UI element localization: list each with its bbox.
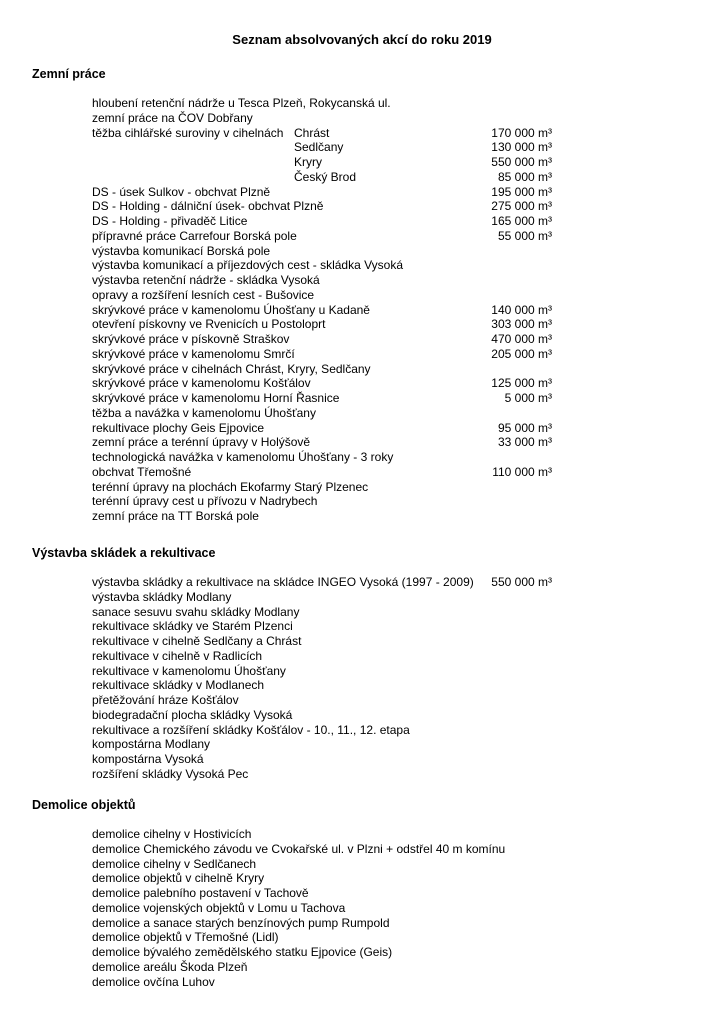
list-item [32,258,692,273]
list-item [32,619,692,634]
item-text: rekultivace plochy Geis Ejpovice [92,420,265,435]
list-item [32,273,692,288]
item-text: skrývkové práce v kamenolomu Košťálov [92,376,311,391]
item-text: těžba a navážka v kamenolomu Úhošťany [92,405,316,420]
item-text: výstavba skládky Modlany [92,589,232,604]
item-text: demolice objektů v cihelně Kryry [92,871,265,886]
item-text: skrývkové práce v cihelnách Chrást, Kryry, Sedlčany [92,361,371,376]
item-text: DS - úsek Sulkov - obchvat Plzně [92,184,271,199]
item-text: demolice vojenských objektů v Lomu u Tachova [92,900,346,915]
item-volume: 303 000 m³ [491,317,552,332]
list-item [32,111,692,126]
item-volume: 55 000 m³ [497,228,552,243]
list-item [32,376,692,391]
item-text: hloubení retenční nádrže u Tesca Plzeň, Rokycanská ul. [92,96,391,110]
list-item [32,737,692,752]
section-heading: Zemní práce [32,67,106,81]
list-item [32,465,692,480]
section-heading: Demolice objektů [32,798,136,812]
item-text: skrývkové práce v kamenolomu Horní Řasnice [92,391,340,405]
list-item [32,723,692,738]
item-volume: 165 000 m³ [491,214,552,228]
list-item [32,945,692,960]
list-item [32,332,692,347]
item-sublocation: Český Brod [294,169,357,184]
item-volume: 275 000 m³ [491,199,552,214]
item-text: demolice bývalého zemědělského statku Ejpovice (Geis) [92,945,393,959]
list-item [32,634,692,649]
item-text: skrývkové práce v kamenolomu Smrčí [92,346,295,361]
list-item [32,435,692,450]
item-text: výstavba skládky a rekultivace na skládce INGEO Vysoká (1997 - 2009) [92,575,474,589]
list-item [32,871,692,886]
item-volume: 130 000 m³ [491,140,552,155]
item-text: zemní práce na ČOV Dobřany [92,110,253,125]
list-item [32,391,692,406]
item-text: rozšíření skládky Vysoká Pec [92,766,249,781]
item-text: opravy a rozšíření lesních cest - Bušovice [92,287,315,302]
list-item [32,185,692,200]
list-item [32,930,692,945]
section-heading: Výstavba skládek a rekultivace [32,546,216,560]
item-sublocation: Chrást [294,125,330,140]
list-item [32,406,692,421]
list-item [32,693,692,708]
item-list [32,827,692,989]
page-title: Seznam absolvovaných akcí do roku 2019 [232,32,492,47]
item-text: výstavba komunikací a příjezdových cest - skládka Vysoká [92,258,404,273]
item-text: demolice cihelny v Sedlčanech [92,856,257,871]
list-item [32,886,692,901]
section-vystavba-skladek [32,545,692,782]
item-text: výstavba komunikací Borská pole [92,243,271,258]
item-volume: 550 000 m³ [491,575,552,589]
list-item [32,96,692,111]
item-text: demolice a sanace starých benzínových pump Rumpold [92,915,390,930]
item-text: demolice ovčína Luhov [92,974,215,989]
item-text: zemní práce na TT Borská pole [92,509,259,523]
item-text: přípravné práce Carrefour Borská pole [92,228,297,243]
item-text: otevření pískovny ve Rvenicích u Postoloprt [92,317,326,332]
item-text: sanace sesuvu svahu skládky Modlany [92,604,300,619]
list-item [32,605,692,620]
list-item [32,229,692,244]
list-item [32,170,692,185]
item-text: obchvat Třemošné [92,464,192,479]
list-item [32,975,692,990]
item-volume: 140 000 m³ [491,302,552,317]
list-item [32,960,692,975]
item-volume: 33 000 m³ [497,435,552,450]
list-item [32,590,692,605]
list-item [32,494,692,509]
list-item [32,664,692,679]
item-text: demolice objektů v Třemošné (Lidl) [92,930,279,945]
list-item [32,450,692,465]
item-text: rekultivace a rozšíření skládky Košťálov - 10., 11., 12. etapa [92,722,410,737]
section-zemni-prace [32,66,692,524]
item-text: terénní úpravy na plochách Ekofarmy Starý Plzenec [92,479,369,494]
item-text: demolice palebního postavení v Tachově [92,886,309,900]
item-text: DS - Holding - přivaděč Litice [92,214,248,228]
item-list [32,575,692,782]
list-item [32,288,692,303]
item-text: rekultivace skládky v Modlanech [92,678,265,693]
item-sublocation: Sedlčany [294,140,344,155]
item-volume: 170 000 m³ [491,125,552,140]
item-text: kompostárna Vysoká [92,752,204,766]
list-item [32,842,692,857]
item-text: demolice Chemického závodu ve Cvokařské ul. v Plzni + odstřel 40 m komínu [92,841,506,856]
list-item [32,480,692,495]
item-text: kompostárna Modlany [92,737,211,752]
item-text: rekultivace v cihelně Sedlčany a Chrást [92,634,302,648]
item-volume: 110 000 m³ [492,464,552,479]
item-list [32,96,692,524]
list-item [32,708,692,723]
section-demolice-objektu [32,797,692,989]
list-item [32,509,692,524]
list-item [32,857,692,872]
item-text: výstavba retenční nádrže - skládka Vysoká [92,273,320,287]
list-item [32,317,692,332]
item-text: rekultivace skládky ve Starém Plzenci [92,619,293,634]
item-text: biodegradační plocha skládky Vysoká [92,707,293,722]
list-item [32,303,692,318]
list-item [32,649,692,664]
list-item [32,244,692,259]
list-item [32,678,692,693]
item-text: rekultivace v kamenolomu Úhošťany [92,663,286,678]
item-volume: 5 000 m³ [504,391,552,405]
list-item [32,362,692,377]
list-item [32,901,692,916]
item-volume: 195 000 m³ [491,184,552,199]
item-text: technologická navážka v kamenolomu Úhošťany - 3 roky [92,450,394,464]
list-item [32,575,692,590]
item-text: těžba cihlářské suroviny v cihelnách [92,125,284,140]
list-item [32,126,692,141]
list-item [32,752,692,767]
item-volume: 125 000 m³ [491,376,552,391]
item-volume: 95 000 m³ [497,420,552,435]
list-item [32,421,692,436]
item-sublocation: Kryry [294,155,322,169]
list-item [32,155,692,170]
list-item [32,827,692,842]
list-item [32,767,692,782]
item-volume: 470 000 m³ [491,332,552,346]
item-volume: 85 000 m³ [497,169,552,184]
item-text: demolice cihelny v Hostivicích [92,827,252,841]
item-text: skrývkové práce v kamenolomu Úhošťany u Kadaně [92,302,370,317]
item-text: zemní práce a terénní úpravy v Holýšově [92,435,311,450]
list-item [32,199,692,214]
list-item [32,347,692,362]
list-item [32,916,692,931]
item-text: DS - Holding - dálniční úsek- obchvat Plzně [92,199,324,214]
item-text: rekultivace v cihelně v Radlicích [92,648,263,663]
item-text: terénní úpravy cest u přívozu v Nadrybech [92,494,318,509]
item-text: skrývkové práce v pískovně Straškov [92,332,290,346]
item-text: přetěžování hráze Košťálov [92,693,239,707]
item-volume: 205 000 m³ [491,346,552,361]
list-item [32,214,692,229]
list-item [32,140,692,155]
item-volume: 550 000 m³ [491,155,552,169]
item-text: demolice areálu Škoda Plzeň [92,959,248,974]
